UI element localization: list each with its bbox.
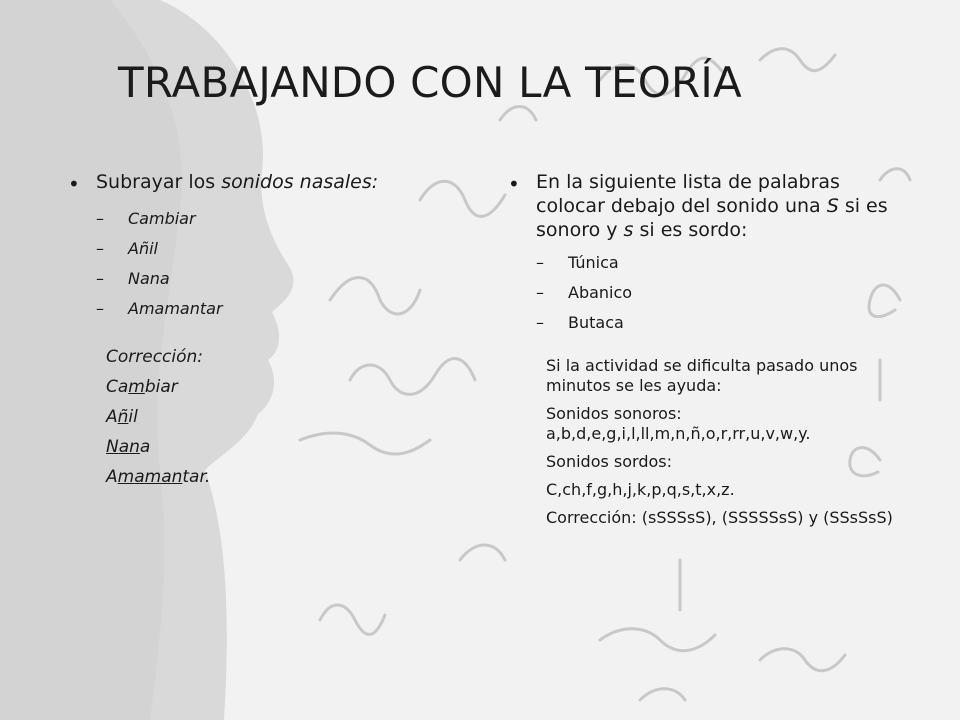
note-line: Si la actividad se dificulta pasado unos minutos se les ayuda: bbox=[546, 356, 858, 395]
correction-nana: Nana bbox=[106, 437, 151, 457]
bullet-text: En la siguiente lista de palabras colocar debajo del sonido una S si es sonoro y s si es sordo: bbox=[536, 171, 888, 241]
nasal-word-list bbox=[96, 204, 458, 324]
note-line: Sonidos sonoros: a,b,d,e,g,i,l,ll,m,n,ñ,o,r,rr,u,v,w,y. bbox=[546, 404, 811, 443]
bullet-lista bbox=[508, 170, 908, 242]
list-item: – Cambiar bbox=[96, 209, 196, 228]
list-item: – Amamantar bbox=[96, 299, 223, 318]
note-line: Corrección: (sSSSsS), (SSSSSsS) y (SSsSsS) bbox=[546, 508, 893, 527]
list-item: – Añil bbox=[96, 239, 158, 258]
bullet-subrayar bbox=[68, 170, 458, 198]
bullet-icon: • bbox=[68, 172, 80, 196]
note-line: Sonidos sordos: bbox=[546, 452, 672, 471]
list-item: – Butaca bbox=[536, 313, 624, 332]
right-column bbox=[508, 170, 908, 536]
help-notes bbox=[546, 356, 908, 528]
correction-cambiar: Cambiar bbox=[106, 377, 178, 397]
correction-anil: Añil bbox=[106, 407, 138, 427]
slide-title: TRABAJANDO CON LA TEORÍA bbox=[118, 58, 742, 107]
correction-amamantar: Amamantar. bbox=[106, 467, 211, 487]
bullet-icon: • bbox=[508, 172, 520, 196]
left-column bbox=[68, 170, 458, 492]
list-item: – Túnica bbox=[536, 253, 619, 272]
correction-block bbox=[106, 342, 458, 492]
note-line: C,ch,f,g,h,j,k,p,q,s,t,x,z. bbox=[546, 480, 735, 499]
word-list bbox=[536, 248, 908, 338]
list-item: – Nana bbox=[96, 269, 170, 288]
correction-heading: Corrección: bbox=[106, 347, 204, 367]
list-item: – Abanico bbox=[536, 283, 633, 302]
bullet-text: Subrayar los sonidos nasales: bbox=[96, 171, 379, 193]
